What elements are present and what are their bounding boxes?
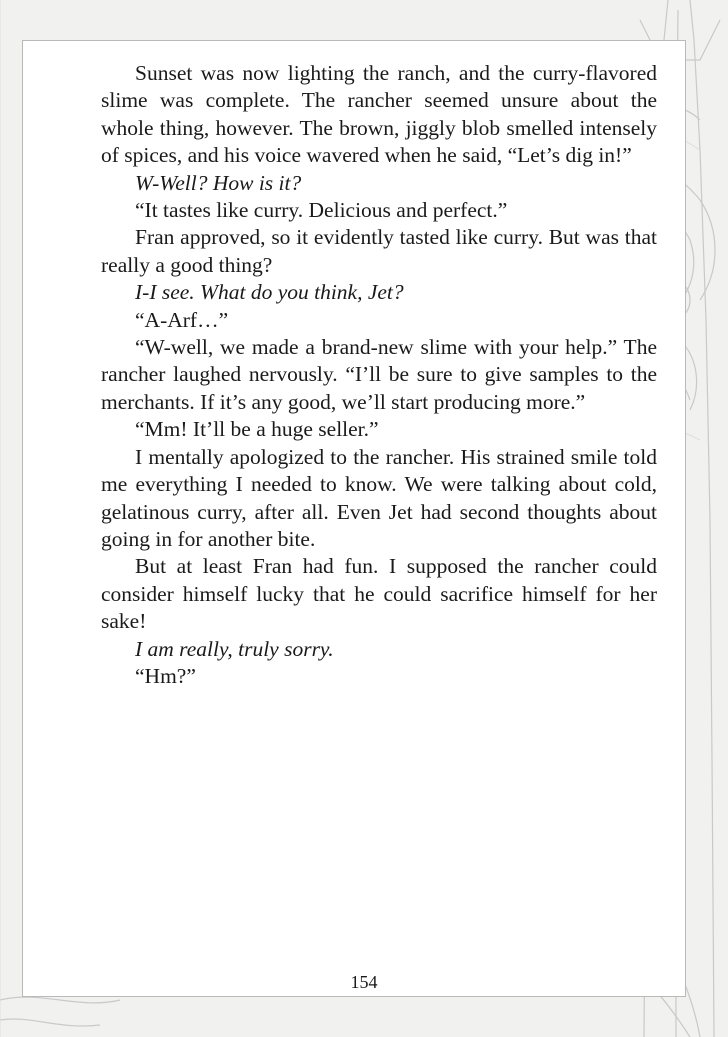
italic-thought: I am really, truly sorry. (135, 636, 334, 661)
dialogue-line: “It tastes like curry. Delicious and perfect.” (135, 198, 508, 223)
dialogue-line: “Mm! It’ll be a huge seller.” (135, 417, 379, 442)
page-number: 154 (350, 972, 378, 992)
paragraph: Fran approved, so it evidently tasted like curry. But was that really a good thing? (101, 225, 657, 277)
paragraph: But at least Fran had fun. I supposed the rancher could consider himself lucky that he could sacrifice himself for her sake! (101, 554, 657, 634)
dialogue-line: “Hm?” (135, 663, 196, 688)
italic-thought: I-I see. What do you think, Jet? (135, 280, 404, 305)
dialogue-line: “A-Arf…” (135, 307, 229, 332)
italic-thought: W-Well? How is it? (135, 170, 302, 195)
paragraph: Sunset was now lighting the ranch, and the curry-flavored slime was complete. The rancher seemed unsure about the whole thing, however. The brown, jiggly blob smelled intensely of spices, and his voice wavered when he said, “Let’s dig in!” (101, 61, 657, 168)
paragraph: “W-well, we made a brand-new slime with your help.” The rancher laughed nervously. “I’ll be sure to give samples to the merchants. If it’s any good, we’ll start producing more.” (101, 335, 657, 414)
story-text (101, 60, 657, 690)
paragraph: I mentally apologized to the rancher. His strained smile told me everything I needed to know. We were talking about cold, gelatinous curry, after all. Even Jet had second thoughts about going in for another bite. (101, 444, 657, 551)
